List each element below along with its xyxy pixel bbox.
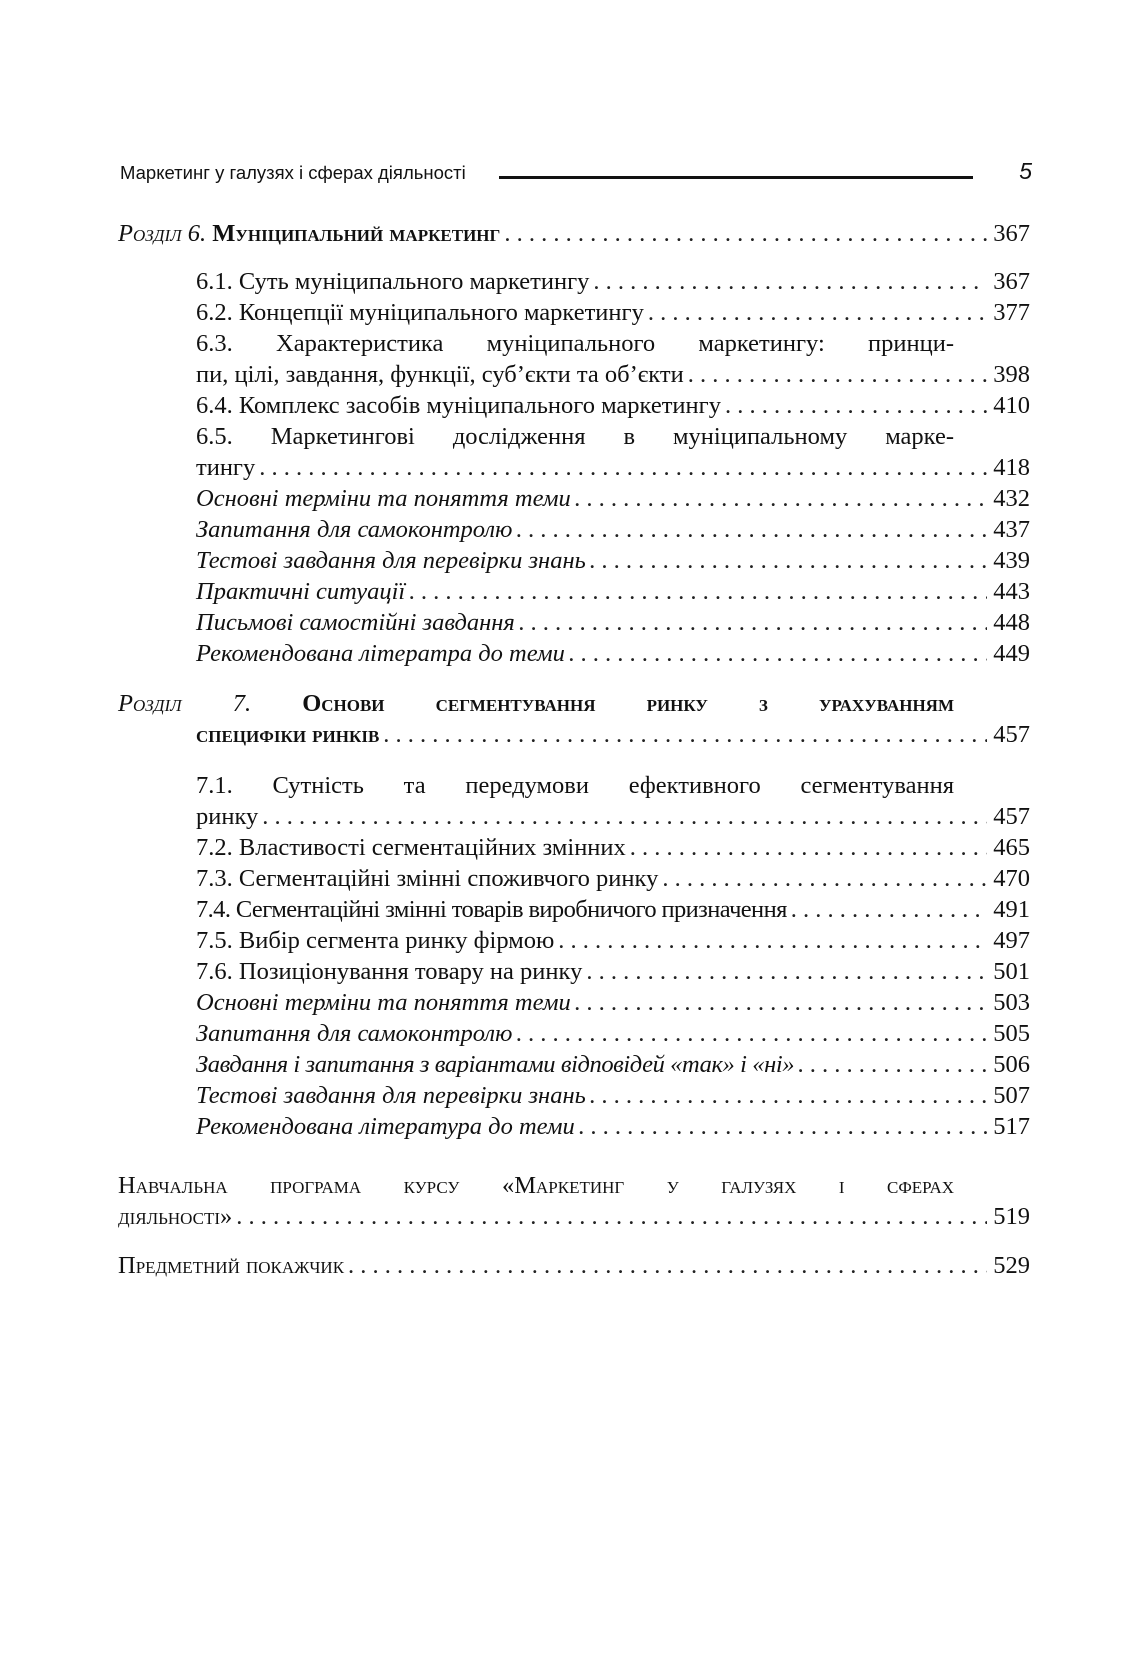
toc-item [196, 640, 1030, 670]
toc-item-page: 437 [993, 516, 1030, 543]
dot-leader [232, 1203, 987, 1231]
toc-program-line1: Навчальна програма курсу «Маркетинг у галузях і сферах [118, 1172, 954, 1199]
toc-item-page: 367 [993, 268, 1030, 295]
dot-leader [644, 299, 987, 327]
dot-leader [512, 1020, 987, 1048]
dot-leader [571, 485, 988, 513]
toc-program [118, 1203, 1030, 1233]
dot-leader [258, 803, 987, 831]
toc-item-page: 507 [993, 1082, 1030, 1109]
toc-item-title: 7.4. Сегментаційні змінні товарів виробничого призначення [196, 896, 787, 923]
toc-item-page: 470 [993, 865, 1030, 892]
toc-item [196, 609, 1030, 639]
toc-item-page: 443 [993, 578, 1030, 605]
running-title: Маркетинг у галузях і сферах діяльності [120, 162, 466, 183]
dot-leader [721, 392, 987, 420]
section-7-page: 457 [993, 721, 1030, 748]
dot-leader [582, 958, 987, 986]
toc-item [196, 958, 1030, 988]
toc-item-title: Основні терміни та поняття теми [196, 989, 571, 1016]
section-6-page: 367 [993, 220, 1030, 247]
dot-leader [586, 547, 987, 575]
dot-leader [554, 927, 987, 955]
section-6-label: Розділ 6. [118, 220, 207, 247]
toc-item-title: 7.3. Сегментаційні змінні споживчого ринку [196, 865, 659, 892]
toc-index-page: 529 [993, 1252, 1030, 1279]
dot-leader [626, 834, 987, 862]
toc-item-title: 7.5. Вибір сегмента ринку фірмою [196, 927, 555, 954]
toc-item-title: тингу [196, 454, 256, 481]
toc-item-title: Завдання і запитання з варіантами відповідей «так» і «ні» [196, 1051, 795, 1078]
toc-item-line1: 7.1. Сутність та передумови ефективного сегментування [196, 772, 954, 799]
toc-item-title: 7.2. Властивості сегментаційних змінних [196, 834, 626, 861]
toc-item [196, 268, 1030, 298]
toc-item-page: 501 [993, 958, 1030, 985]
section-7-title-line2: специфіки ринків [196, 721, 380, 748]
dot-leader [344, 1252, 987, 1280]
toc-item [196, 1082, 1030, 1112]
toc-section-6 [118, 220, 1030, 250]
toc-item-page: 449 [993, 640, 1030, 667]
toc-item [196, 1020, 1030, 1050]
toc-item-page: 491 [993, 896, 1030, 923]
toc-item-page: 377 [993, 299, 1030, 326]
toc-item [196, 392, 1030, 422]
toc-item-page: 497 [993, 927, 1030, 954]
toc-item [196, 454, 1030, 484]
dot-leader [575, 1113, 987, 1141]
toc-item-page: 457 [993, 803, 1030, 830]
toc-item-title: 6.2. Концепції муніципального маркетингу [196, 299, 644, 326]
toc-section-7 [196, 721, 1030, 751]
toc-item [196, 578, 1030, 608]
dot-leader [589, 268, 987, 296]
toc-item-page: 465 [993, 834, 1030, 861]
dot-leader [684, 361, 988, 389]
toc-item-title: Тестові завдання для перевірки знань [196, 547, 586, 574]
toc-item-page: 418 [993, 454, 1030, 481]
dot-leader [379, 721, 987, 749]
header-rule [499, 176, 973, 179]
toc-item [196, 865, 1030, 895]
toc-item [196, 516, 1030, 546]
toc-item-title: 6.1. Суть муніципального маркетингу [196, 268, 590, 295]
page-number: 5 [1019, 158, 1032, 184]
toc-item [196, 299, 1030, 329]
toc-item [196, 927, 1030, 957]
toc-item-title: Запитання для самоконтролю [196, 1020, 513, 1047]
section-6-title: Муніципальний маркетинг [212, 220, 501, 247]
toc-item-title: 7.6. Позиціонування товару на ринку [196, 958, 583, 985]
dot-leader [565, 640, 987, 668]
toc-item [196, 803, 1030, 833]
toc-item [196, 989, 1030, 1019]
toc-program-line2: діяльності» [118, 1203, 233, 1230]
dot-leader [405, 578, 987, 606]
toc-item [196, 834, 1030, 864]
toc-item-title: Тестові завдання для перевірки знань [196, 1082, 586, 1109]
toc-item [196, 485, 1030, 515]
toc-index-title: Предметний покажчик [118, 1252, 345, 1279]
toc-item-page: 503 [993, 989, 1030, 1016]
section-7-label: Розділ 7. [118, 690, 252, 717]
dot-leader [787, 896, 987, 924]
toc-item-page: 505 [993, 1020, 1030, 1047]
dot-leader [658, 865, 987, 893]
toc-item-page: 448 [993, 609, 1030, 636]
running-header [120, 160, 1032, 190]
toc-item-page: 410 [993, 392, 1030, 419]
toc-item [196, 547, 1030, 577]
dot-leader [794, 1051, 987, 1079]
dot-leader [255, 454, 987, 482]
toc-index [118, 1252, 1030, 1282]
toc-item-title: Рекомендована літератра до теми [196, 640, 565, 667]
toc-item-title: Основні терміни та поняття теми [196, 485, 571, 512]
toc-item [196, 1113, 1030, 1143]
toc-section-7-line1 [118, 690, 954, 720]
toc-item-line1: 6.3. Характеристика муніципального маркетингу: принци- [196, 330, 954, 357]
toc-program-page: 519 [993, 1203, 1030, 1230]
dot-leader [500, 220, 987, 248]
toc-item-page: 517 [993, 1113, 1030, 1140]
toc-item-title: Рекомендована література до теми [196, 1113, 575, 1140]
dot-leader [515, 609, 987, 637]
toc-item [196, 361, 1030, 391]
toc-item-title: пи, цілі, завдання, функції, суб’єкти та об’єкти [196, 361, 684, 388]
dot-leader [512, 516, 987, 544]
toc-item-page: 439 [993, 547, 1030, 574]
toc-item-title: 6.4. Комплекс засобів муніципального маркетингу [196, 392, 721, 419]
dot-leader [586, 1082, 987, 1110]
toc-item [196, 1051, 1030, 1081]
toc-item-title: Запитання для самоконтролю [196, 516, 513, 543]
toc-item-title: Практичні ситуації [196, 578, 406, 605]
toc-item-line1: 6.5. Маркетингові дослідження в муніципальному марке- [196, 423, 954, 450]
toc-item-title: ринку [196, 803, 259, 830]
dot-leader [571, 989, 988, 1017]
toc-item-page: 432 [993, 485, 1030, 512]
toc-item-page: 398 [993, 361, 1030, 388]
section-7-title-line1: Основи сегментування ринку з урахуванням [302, 690, 955, 717]
toc-item-page: 506 [993, 1051, 1030, 1078]
toc-item-title: Письмові самостійні завдання [196, 609, 515, 636]
toc-item [196, 896, 1030, 926]
